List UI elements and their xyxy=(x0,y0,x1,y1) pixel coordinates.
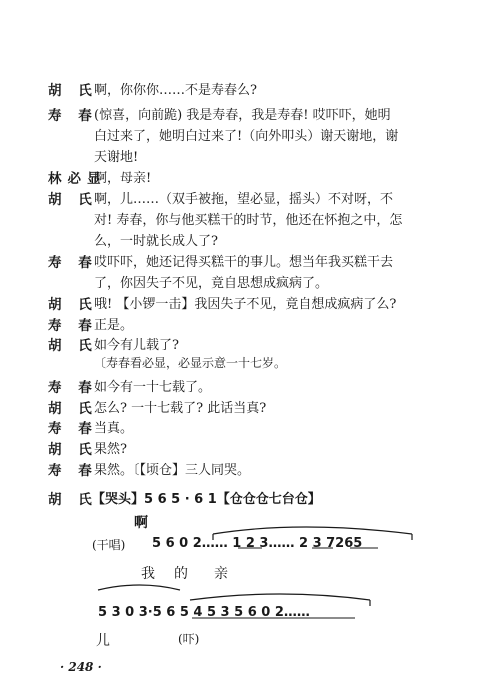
lyric: 的 xyxy=(174,566,188,582)
speech: 如今有儿载了? xyxy=(94,338,179,353)
speech-cont: 对! 寿春，你与他买糕干的时节，他还在怀抱之中，怎 xyxy=(94,213,403,228)
notation-line-2: 5 6 0 2…… 1 2 3…… 2 3 7265 xyxy=(152,536,363,551)
speech-cont: 天谢地! xyxy=(94,150,139,165)
speaker: 寿 春 xyxy=(48,463,98,479)
lyric: 我 xyxy=(141,566,155,582)
speech: 啊，母亲! xyxy=(94,171,152,186)
speaker: 胡 氏 xyxy=(48,442,98,458)
speech: 当真。 xyxy=(94,421,134,436)
speaker: 寿 春 xyxy=(48,108,98,124)
speech: 啊，你你你……不是寿春么? xyxy=(94,83,257,98)
lyric: (吓) xyxy=(178,632,200,646)
speech-cont: 么，一时就长成人了? xyxy=(94,234,218,249)
speaker: 胡 氏 xyxy=(48,401,98,417)
page-number: · 248 · xyxy=(60,660,102,674)
speaker: 胡 氏 xyxy=(48,83,98,99)
lyric: 亲 xyxy=(214,566,228,582)
speech: 果然? xyxy=(94,442,127,457)
speech-cont: 白过来了，她明白过来了!（向外叩头）谢天谢地，谢 xyxy=(94,129,399,144)
lyric: 儿 xyxy=(96,633,110,649)
speaker: 胡 氏 xyxy=(48,192,98,208)
speaker: 林必显 xyxy=(48,171,107,187)
speech: 正是。 xyxy=(94,318,134,333)
lyric: 啊 xyxy=(134,515,148,531)
speaker: 寿 春 xyxy=(48,421,98,437)
speech: 如今有一十七载了。 xyxy=(94,380,212,395)
speaker: 胡 氏 xyxy=(48,492,98,508)
speech: 哦! 【小锣一击】我因失子不见，竟自想成疯病了么? xyxy=(94,297,397,312)
speaker: 胡 氏 xyxy=(48,338,98,354)
speech: 怎么? 一十七载了? 此话当真? xyxy=(94,401,267,416)
notation-line-3: 5 3 0 3·5 6 5 4 5 3 5 6 0 2…… xyxy=(98,605,310,620)
singing-direction: (干唱) xyxy=(92,538,126,552)
speech: 啊，儿……（双手被拖，望必显，摇头）不对呀，不 xyxy=(94,192,394,207)
speaker: 胡 氏 xyxy=(48,297,98,313)
stage-direction: 〔寿春看必显，必显示意一十七岁。 xyxy=(94,356,287,370)
speech: 果然。〔【顷仓】三人同哭。 xyxy=(94,463,251,478)
speech-cont: 了，你因失子不见，竟自思想成疯病了。 xyxy=(94,276,329,291)
speech: 哎吓吓，她还记得买糕干的事儿。想当年我买糕干去 xyxy=(94,255,394,270)
speaker: 寿 春 xyxy=(48,255,98,271)
notation-line-1: 【哭头】5 6 5 · 6 1【仓仓仓七台仓】 xyxy=(92,492,321,507)
speaker: 寿 春 xyxy=(48,318,98,334)
speaker: 寿 春 xyxy=(48,380,98,396)
speech: (惊喜，向前跪) 我是寿春，我是寿春! 哎吓吓，她明 xyxy=(94,108,391,123)
